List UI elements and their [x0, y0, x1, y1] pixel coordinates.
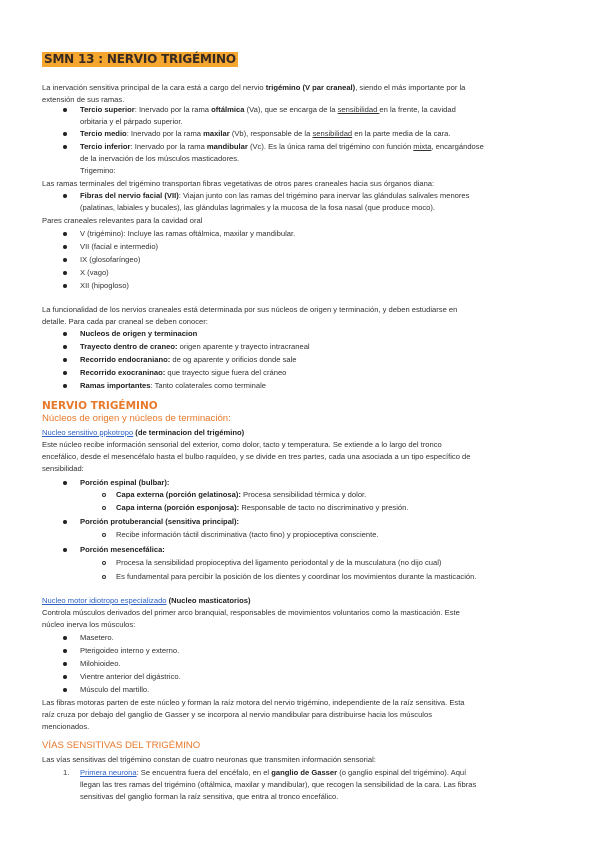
list-item: X (vago): [80, 268, 109, 277]
bullet-icon: [63, 371, 67, 375]
bullet-icon: [63, 245, 67, 249]
list-item-cont: (palatinas, labiales y bucales), las glándulas lagrimales y la mucosa de la fosa nasal (que produce moco).: [80, 203, 435, 212]
list-item-cont: orbitaria y el párpado superior.: [80, 117, 183, 126]
sub-list-item: Recibe información táctil discriminativa (tacto fino) y propioceptiva consciente.: [116, 530, 379, 539]
sub-list-item: Capa externa (porción gelatinosa): Procesa sensibilidad térmica y dolor.: [116, 490, 367, 499]
list-item: Vientre anterior del digástrico.: [80, 672, 181, 681]
numbered-item-cont: llegan las tres ramas del trigémino (oftálmica, maxilar y mandibular), que recogen la sensibilidad de la cara. Las fibras: [80, 780, 477, 789]
paragraph-line: mencionados.: [42, 722, 90, 731]
list-item: XII (hipogloso): [80, 281, 129, 290]
list-item: Masetero.: [80, 633, 114, 642]
list-item: Tercio medio: Inervado por la rama maxilar (Vb), responsable de la sensibilidad en la parte media de la cara.: [80, 129, 451, 138]
bullet-icon: [63, 108, 67, 112]
list-item-cont: de la inervación de los músculos masticadores.: [80, 154, 240, 163]
bullet-icon: [63, 232, 67, 236]
bullet-icon: [63, 194, 67, 198]
list-item: VII (facial e intermedio): [80, 242, 159, 251]
paragraph-line: sensibilidad:: [42, 464, 84, 473]
list-item-cont: Trigemino:: [80, 166, 116, 175]
paragraph-line: La funcionalidad de los nervios craneales está determinada por sus núcleos de origen y terminación, y deben estudiarse en: [42, 305, 458, 314]
section-heading: NERVIO TRIGÉMINO: [42, 400, 158, 412]
bullet-icon: [63, 636, 67, 640]
bullet-icon: [63, 145, 67, 149]
list-item: Recorrido exocraninao: que trayecto sigue fuera del cráneo: [80, 368, 287, 377]
bullet-icon: [63, 271, 67, 275]
bullet-icon: [63, 132, 67, 136]
list-item: Fibras del nervio facial (VII): Viajan junto con las ramas del trigémino para inervar las glándulas salivales menores: [80, 191, 470, 200]
list-item: Tercio superior: Inervado por la rama oftálmica (Va), que se encarga de la sensibilidad en la frente, la cavidad: [80, 105, 456, 114]
sub-list-item: Procesa la sensibilidad propioceptiva del ligamento periodontal y de la musculatura (no dijo cual): [116, 558, 442, 567]
sub-bullet-icon: [102, 575, 106, 579]
paragraph-line: raíz cruza por debajo del ganglio de Gasser y se incorpora al nervio mandibular para distribuirse hacia los músculos: [42, 710, 433, 719]
list-item: Porción mesencefálica:: [80, 545, 165, 554]
paragraph-line: encefálico, desde el mesencéfalo hasta el bulbo raquídeo, y se divide en tres partes, cada una asociada a un tipo específico de: [42, 452, 471, 461]
sub-bullet-icon: [102, 506, 106, 510]
list-item: IX (glosofaríngeo): [80, 255, 141, 264]
nucleo-motor-link[interactable]: Nucleo motor idiotropo especializado: [42, 596, 167, 605]
list-item: Trayecto dentro de craneo: origen aparente y trayecto intracraneal: [80, 342, 310, 351]
bullet-icon: [63, 662, 67, 666]
subsection-heading: Núcleos de origen y núcleos de terminación:: [42, 413, 231, 424]
list-item: Pterigoideo interno y externo.: [80, 646, 180, 655]
paragraph-line: Las vías sensitivas del trigémino constan de cuatro neuronas que transmiten información sensorial:: [42, 755, 376, 764]
subsection-heading: VÍAS SENSITIVAS DEL TRIGÉMINO: [42, 740, 201, 751]
bullet-icon: [63, 481, 67, 485]
bullet-icon: [63, 345, 67, 349]
intro-line: La inervación sensitiva principal de la cara está a cargo del nervio trigémino (V par craneal), siendo el más importante por la: [42, 83, 466, 92]
bullet-icon: [63, 688, 67, 692]
bullet-icon: [63, 548, 67, 552]
paragraph-line: núcleo inerva los músculos:: [42, 620, 136, 629]
bullet-icon: [63, 649, 67, 653]
nucleus-title: Nucleo motor idiotropo especializado (Nucleo masticatorios): [42, 596, 251, 605]
list-item: Porción espinal (bulbar):: [80, 478, 170, 487]
numbered-item-cont: sensitivas del ganglio forman la raíz sensitiva, que entra al tronco encefálico.: [80, 792, 339, 801]
page-title: SMN 13 : NERVIO TRIGÉMINO: [44, 52, 236, 66]
list-number: 1.: [63, 768, 70, 777]
list-item: Ramas importantes: Tanto colaterales como terminale: [80, 381, 266, 390]
nucleo-sensitivo-link[interactable]: Nucleo sensitivo ppkotropo: [42, 428, 134, 437]
bullet-icon: [63, 520, 67, 524]
sub-bullet-icon: [102, 493, 106, 497]
list-item: V (trigémino): Incluye las ramas oftálmica, maxilar y mandibular.: [80, 229, 296, 238]
nucleus-title: Nucleo sensitivo ppkotropo (de terminacion del trigémino): [42, 428, 245, 437]
bullet-icon: [63, 675, 67, 679]
sub-list-item: Es fundamental para percibir la posición de los dientes y coordinar los movimientos durante la masticación.: [116, 572, 477, 581]
list-item: Nucleos de origen y terminacion: [80, 329, 198, 338]
paragraph-line: Las fibras motoras parten de este núcleo y forman la raíz motora del nervio trigémino, independiente de la raíz sensitiva. Esta: [42, 698, 465, 707]
paragraph-line: Controla músculos derivados del primer arco branquial, responsables de movimientos voluntarios como la masticación. Este: [42, 608, 460, 617]
list-item: Milohioideo.: [80, 659, 121, 668]
intro-line: extensión de sus ramas.: [42, 95, 125, 104]
sub-list-item: Capa interna (porción esponjosa): Responsable de tacto no discriminativo y presión.: [116, 503, 409, 512]
bullet-icon: [63, 258, 67, 262]
primera-neurona-link[interactable]: Primera neurona: [80, 768, 137, 777]
list-item: Porción protuberancial (sensitiva principal):: [80, 517, 240, 526]
list-item: Tercio inferior: Inervado por la rama mandibular (Vc). Es la única rama del trigémino con función mixta, encargándose: [80, 142, 484, 151]
bullet-icon: [63, 332, 67, 336]
bullet-icon: [63, 284, 67, 288]
sub-bullet-icon: [102, 533, 106, 537]
paragraph-line: detalle. Para cada par craneal se deben conocer:: [42, 317, 208, 326]
list-item: Músculo del martillo.: [80, 685, 150, 694]
paragraph-line: Las ramas terminales del trigémino transportan fibras vegetativas de otros pares craneales hacia sus órganos diana:: [42, 179, 435, 188]
paragraph-line: Este núcleo recibe información sensorial del exterior, como dolor, tacto y temperatura. Se extiende a lo largo del tronco: [42, 440, 442, 449]
paragraph-line: Pares craneales relevantes para la cavidad oral: [42, 216, 203, 225]
bullet-icon: [63, 358, 67, 362]
sub-bullet-icon: [102, 561, 106, 565]
list-item: Recorrido endocraniano: de og aparente y orificios donde sale: [80, 355, 297, 364]
bullet-icon: [63, 384, 67, 388]
numbered-item: Primera neurona: Se encuentra fuera del encéfalo, en el ganglio de Gasser (o ganglio espinal del trigémino). Aquí: [80, 768, 467, 777]
